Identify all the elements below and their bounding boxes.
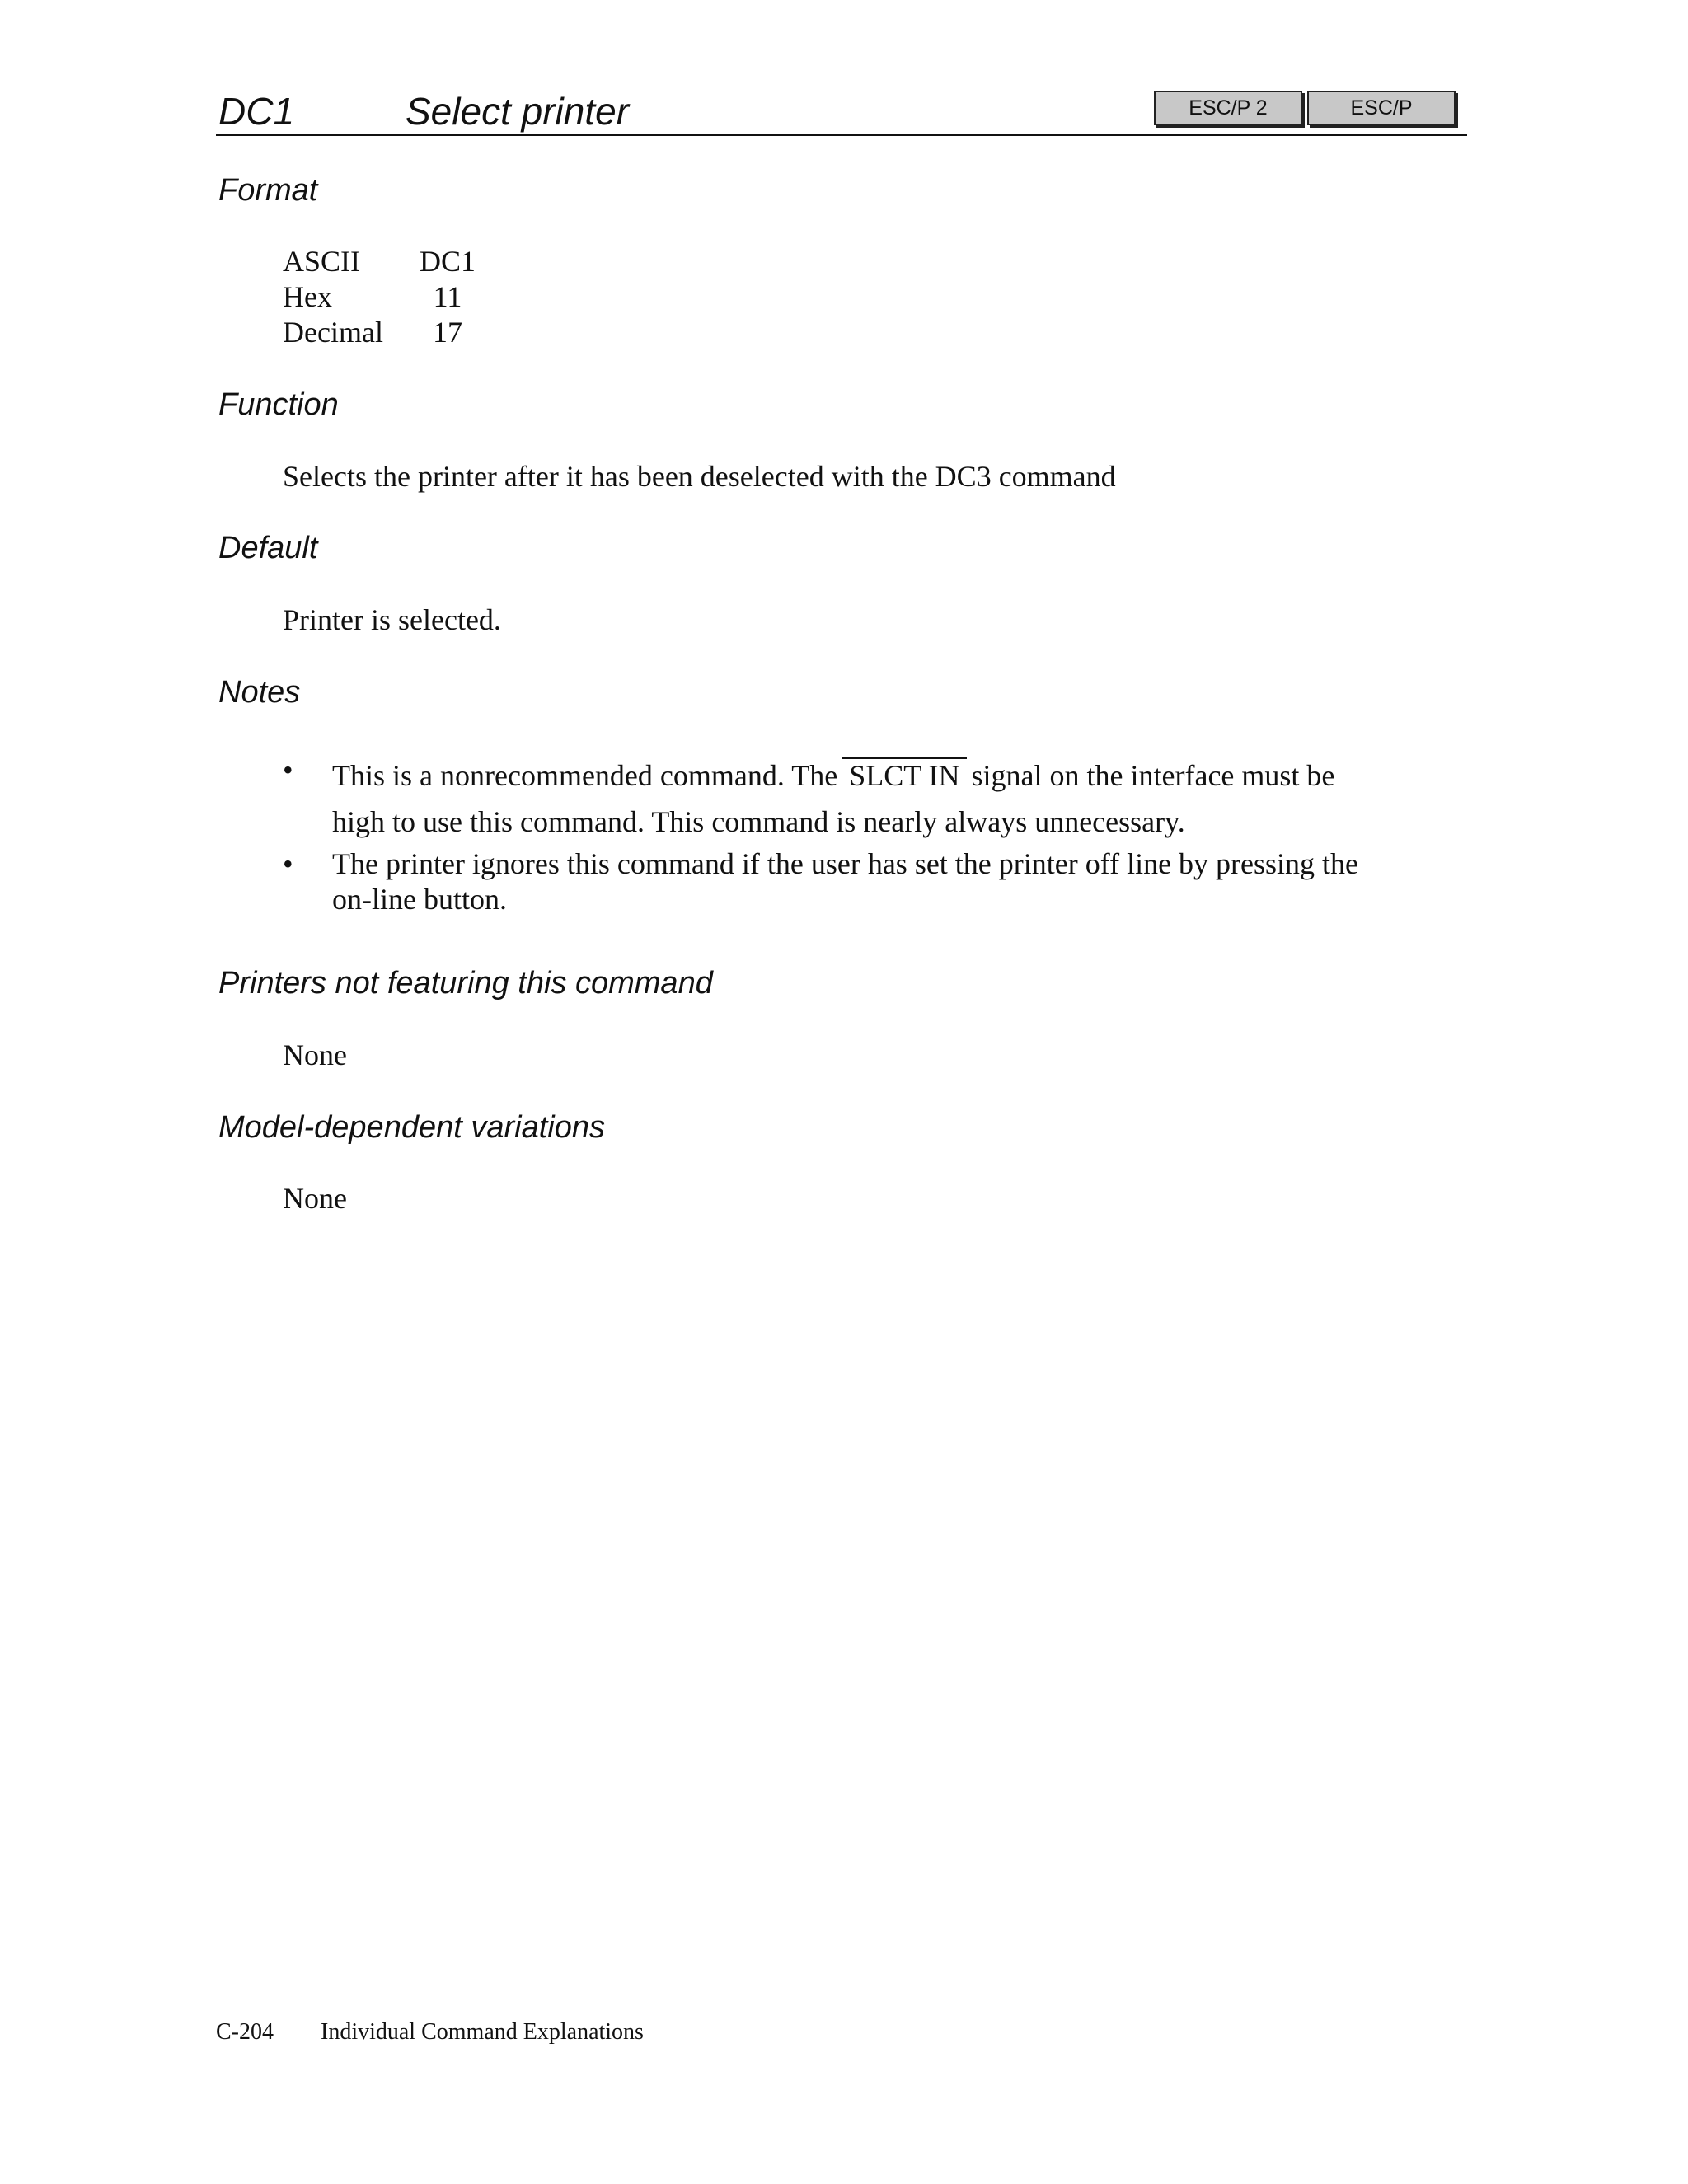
bullet-icon: •: [283, 753, 293, 786]
format-label: Decimal: [283, 316, 383, 349]
bullet-icon: •: [283, 847, 293, 880]
function-heading: Function: [218, 387, 339, 422]
format-row: [283, 315, 481, 350]
default-heading: Default: [218, 531, 318, 565]
format-heading: Format: [218, 173, 318, 208]
function-text: Selects the printer after it has been deselected with the DC3 command: [283, 460, 1116, 493]
slct-in-signal: SLCT IN: [842, 757, 966, 792]
format-value: 11: [433, 280, 462, 313]
header-divider: [216, 134, 1467, 136]
printers-text: None: [283, 1038, 347, 1071]
variations-heading: Model-dependent variations: [218, 1110, 605, 1145]
default-text: Printer is selected.: [283, 603, 501, 636]
format-value: DC1: [419, 245, 476, 278]
notes-heading: Notes: [218, 675, 301, 710]
format-table: [283, 244, 481, 350]
format-label: ASCII: [283, 245, 361, 278]
page-number: C-204: [216, 2019, 274, 2045]
tab-escp2: ESC/P 2: [1154, 91, 1302, 125]
command-set-tabs: [1154, 91, 1456, 125]
variations-text: None: [283, 1182, 347, 1215]
page-title: Select printer: [406, 90, 630, 133]
format-row: [283, 279, 481, 315]
footer-title: Individual Command Explanations: [321, 2019, 644, 2045]
format-row: [283, 244, 481, 279]
list-item: [283, 846, 1453, 917]
page-footer: [216, 2019, 644, 2046]
notes-list: [283, 752, 1453, 919]
note-text: This is a nonrecommended command. The SLCT IN signal on the interface must be high to use this command. This command is nearly always unnecessary.: [332, 759, 1335, 838]
format-value: 17: [433, 316, 462, 349]
tab-escp: ESC/P: [1307, 91, 1456, 125]
format-label: Hex: [283, 280, 332, 313]
printers-heading: Printers not featuring this command: [218, 966, 713, 1001]
note-text: The printer ignores this command if the user has set the printer off line by pressing the on-line button.: [332, 847, 1359, 916]
command-name: DC1: [218, 90, 295, 133]
list-item: [283, 752, 1453, 845]
